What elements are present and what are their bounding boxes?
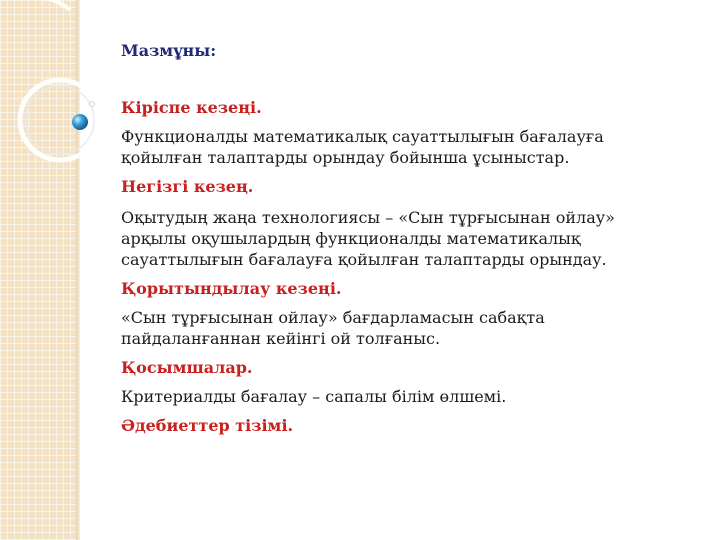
large-ring-icon [20,80,100,160]
small-dot-icon [90,102,95,107]
section-text-intro: Функционалды математикалық сауаттылығын бағалауға қойылған талаптарды орындау бойынша ұсыныстар. [121,127,604,167]
section-title-intro: Кіріспе кезеңі. [121,98,262,117]
blue-sphere-bullet-icon [72,114,88,130]
section-text-main: Оқытудың жаңа технологиясы – «Сын тұрғысынан ойлау» арқылы оқушылардың функционалды математикалық сауаттылығын бағалауға қойылған талаптарды орындау. [121,208,615,269]
section-text-appendix: Критериалды бағалау – сапалы білім өлшемі. [121,387,507,406]
slide-content [121,40,681,436]
section-text-conclusion: «Сын тұрғысынан ойлау» бағдарламасын сабақта пайдаланғаннан кейінгі ой толғаныс. [121,308,545,348]
section-title-main: Негізгі кезең. [121,177,254,196]
slide-heading: Мазмұны: [121,41,217,60]
section-title-conclusion: Қорытындылау кезеңі. [121,279,342,298]
circle-ring-decoration-icon [0,0,140,200]
top-arc-icon [35,0,70,10]
section-title-references: Әдебиеттер тізімі. [121,416,294,435]
section-title-appendix: Қосымшалар. [121,358,253,377]
